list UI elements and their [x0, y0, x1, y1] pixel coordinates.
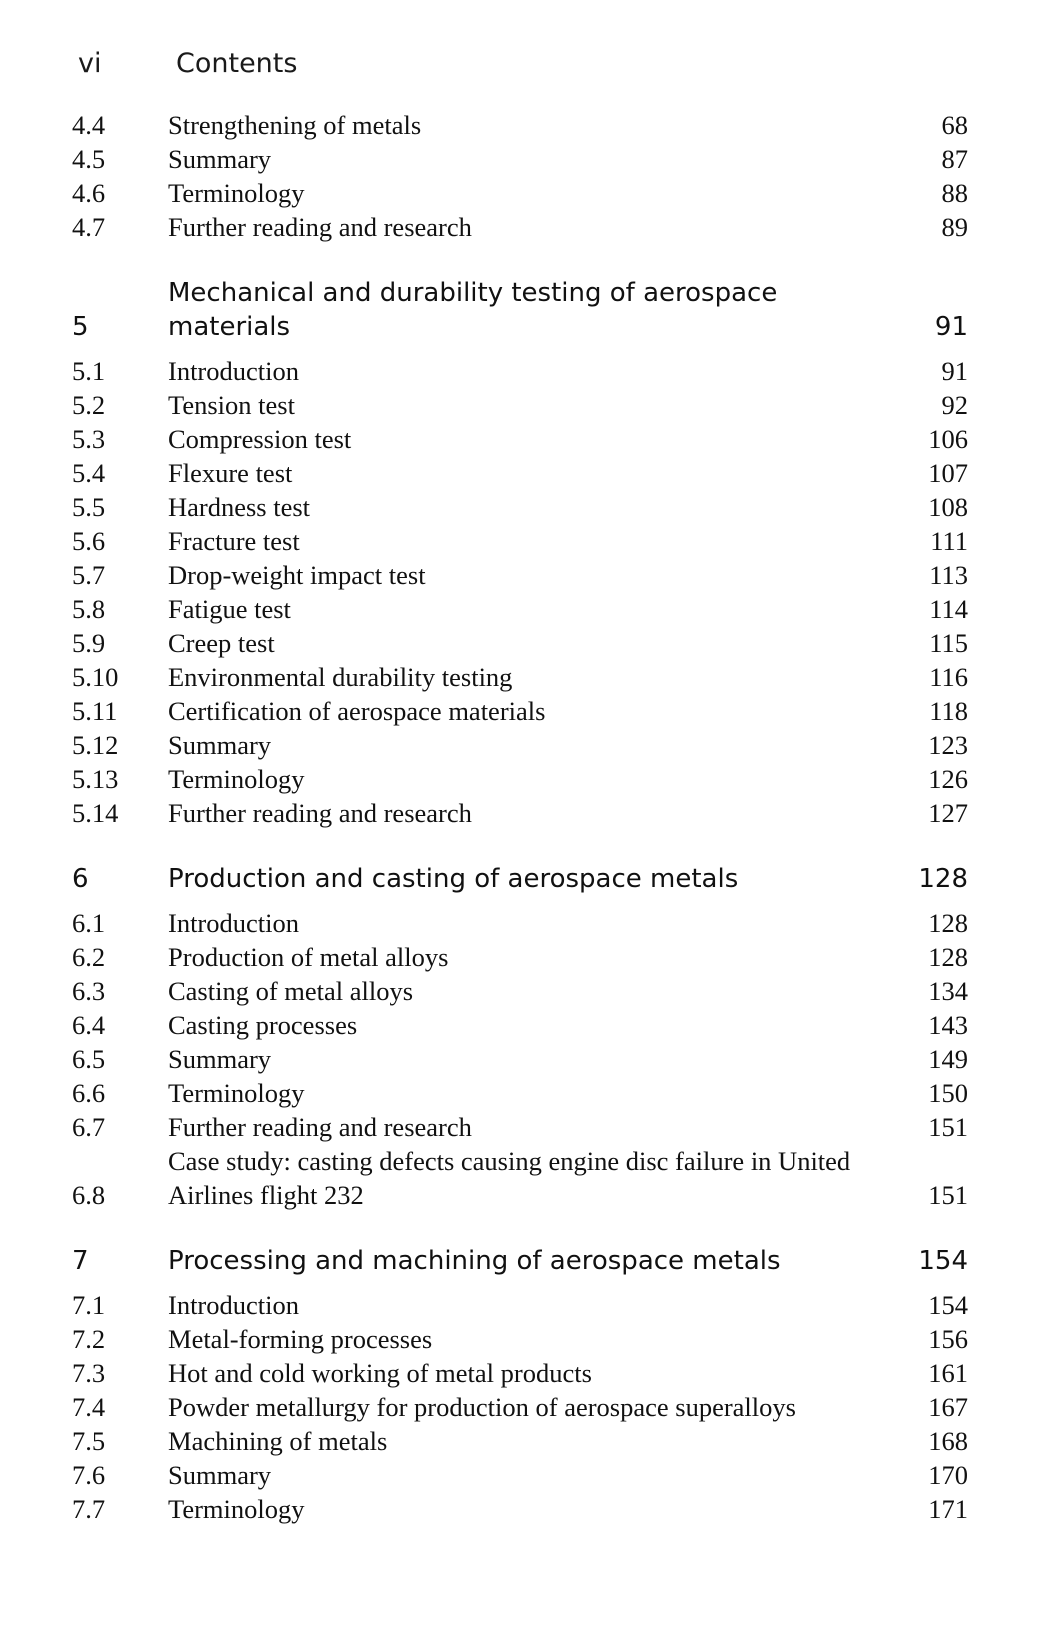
section-title: Production of metal alloys — [168, 942, 449, 972]
chapter-number: 5 — [72, 312, 89, 342]
section-number: 5.9 — [72, 628, 106, 658]
toc-entry — [72, 728, 968, 762]
section-page: 134 — [928, 976, 968, 1006]
toc-entry — [72, 1424, 968, 1458]
section-title: Machining of metals — [168, 1426, 388, 1456]
section-title: Terminology — [168, 178, 305, 208]
chapter-page: 128 — [918, 864, 968, 894]
section-page: 167 — [928, 1392, 968, 1422]
section-title: Introduction — [168, 1290, 299, 1320]
section-title: Compression test — [168, 424, 352, 454]
toc-entry — [72, 1144, 968, 1212]
section-page: 149 — [928, 1044, 968, 1074]
section-title: Further reading and research — [168, 798, 472, 828]
toc-entry — [72, 176, 968, 210]
toc-entry — [72, 388, 968, 422]
chapter-7-section — [72, 1244, 968, 1526]
chapter-title: Production and casting of aerospace metals — [168, 864, 739, 894]
header-title: Contents — [176, 48, 298, 79]
section-number: 4.5 — [72, 144, 106, 174]
section-number: 7.5 — [72, 1426, 106, 1456]
toc-entry — [72, 796, 968, 830]
toc-entry — [72, 1390, 968, 1424]
section-number: 7.2 — [72, 1324, 106, 1354]
section-page: 127 — [928, 798, 968, 828]
section-number: 6.7 — [72, 1112, 106, 1142]
section-page: 161 — [928, 1358, 968, 1388]
section-title: Case study: casting defects causing engine disc failure in United Airlines flight 232 — [168, 1146, 851, 1210]
toc-entry — [72, 142, 968, 176]
section-page: 107 — [928, 458, 968, 488]
section-page: 128 — [928, 942, 968, 972]
section-title: Hardness test — [168, 492, 311, 522]
section-title: Further reading and research — [168, 212, 472, 242]
chapter-heading — [72, 276, 968, 344]
section-number: 6.5 — [72, 1044, 106, 1074]
section-title: Introduction — [168, 908, 299, 938]
section-page: 92 — [941, 390, 968, 420]
section-page: 111 — [930, 526, 968, 556]
toc-entry — [72, 694, 968, 728]
section-title: Fatigue test — [168, 594, 291, 624]
toc-entry — [72, 1492, 968, 1526]
toc-entry — [72, 1458, 968, 1492]
section-title: Summary — [168, 730, 272, 760]
section-number: 6.8 — [72, 1180, 106, 1210]
section-number: 5.13 — [72, 764, 119, 794]
table-of-contents — [72, 108, 968, 1558]
section-title: Fracture test — [168, 526, 300, 556]
section-title: Strengthening of metals — [168, 110, 422, 140]
toc-entry — [72, 1076, 968, 1110]
section-number: 5.8 — [72, 594, 106, 624]
section-page: 114 — [929, 594, 968, 624]
toc-entry — [72, 1322, 968, 1356]
section-number: 5.1 — [72, 356, 106, 386]
section-page: 168 — [928, 1426, 968, 1456]
toc-entry — [72, 456, 968, 490]
section-title: Flexure test — [168, 458, 293, 488]
toc-entry — [72, 1008, 968, 1042]
section-page: 128 — [928, 908, 968, 938]
section-title: Terminology — [168, 1494, 305, 1524]
section-page: 116 — [929, 662, 968, 692]
chapter-heading — [72, 1244, 968, 1278]
section-number: 6.1 — [72, 908, 106, 938]
chapter-5-section — [72, 276, 968, 830]
section-page: 106 — [928, 424, 968, 454]
section-number: 7.1 — [72, 1290, 106, 1320]
section-title: Tension test — [168, 390, 295, 420]
section-number: 5.12 — [72, 730, 119, 760]
section-page: 156 — [928, 1324, 968, 1354]
section-page: 171 — [928, 1494, 968, 1524]
section-number: 7.3 — [72, 1358, 106, 1388]
section-number: 7.6 — [72, 1460, 106, 1490]
toc-entry — [72, 558, 968, 592]
section-title: Hot and cold working of metal products — [168, 1358, 592, 1388]
section-number: 5.3 — [72, 424, 106, 454]
chapter-title: Processing and machining of aerospace metals — [168, 1246, 781, 1276]
section-number: 6.4 — [72, 1010, 106, 1040]
section-title: Further reading and research — [168, 1112, 472, 1142]
toc-entry — [72, 626, 968, 660]
section-page: 151 — [928, 1180, 968, 1210]
toc-entry — [72, 422, 968, 456]
chapter-6-section — [72, 862, 968, 1212]
header-page-number: vi — [78, 48, 102, 79]
chapter-title: Mechanical and durability testing of aerospace materials — [168, 278, 778, 342]
section-page: 68 — [941, 110, 968, 140]
section-number: 6.6 — [72, 1078, 106, 1108]
toc-entry — [72, 974, 968, 1008]
section-number: 6.3 — [72, 976, 106, 1006]
section-page: 170 — [928, 1460, 968, 1490]
toc-entry — [72, 1356, 968, 1390]
section-page: 115 — [929, 628, 968, 658]
section-page: 143 — [928, 1010, 968, 1040]
chapter-page: 154 — [918, 1246, 968, 1276]
chapter-page: 91 — [934, 312, 968, 342]
chapter-4-section — [72, 108, 968, 244]
toc-entry — [72, 210, 968, 244]
section-number: 5.6 — [72, 526, 106, 556]
section-title: Metal-forming processes — [168, 1324, 433, 1354]
section-number: 5.2 — [72, 390, 106, 420]
section-number: 5.5 — [72, 492, 106, 522]
section-title: Casting of metal alloys — [168, 976, 414, 1006]
section-number: 4.4 — [72, 110, 106, 140]
section-number: 7.4 — [72, 1392, 106, 1422]
section-page: 91 — [941, 356, 968, 386]
toc-entry — [72, 940, 968, 974]
section-page: 88 — [941, 178, 968, 208]
toc-entry — [72, 490, 968, 524]
section-title: Environmental durability testing — [168, 662, 513, 692]
toc-entry — [72, 524, 968, 558]
section-number: 5.11 — [72, 696, 118, 726]
toc-entry — [72, 660, 968, 694]
section-title: Terminology — [168, 764, 305, 794]
chapter-number: 6 — [72, 864, 89, 894]
section-title: Drop-weight impact test — [168, 560, 426, 590]
toc-entry — [72, 1042, 968, 1076]
section-page: 108 — [928, 492, 968, 522]
section-number: 5.10 — [72, 662, 119, 692]
toc-entry — [72, 762, 968, 796]
section-title: Creep test — [168, 628, 275, 658]
section-number: 4.7 — [72, 212, 106, 242]
section-title: Certification of aerospace materials — [168, 696, 546, 726]
section-number: 5.14 — [72, 798, 119, 828]
section-title: Summary — [168, 144, 272, 174]
section-title: Casting processes — [168, 1010, 358, 1040]
chapter-number: 7 — [72, 1246, 89, 1276]
section-page: 118 — [929, 696, 968, 726]
section-page: 89 — [941, 212, 968, 242]
section-title: Powder metallurgy for production of aerospace superalloys — [168, 1392, 796, 1422]
section-page: 151 — [928, 1112, 968, 1142]
section-page: 126 — [928, 764, 968, 794]
section-title: Terminology — [168, 1078, 305, 1108]
section-page: 154 — [928, 1290, 968, 1320]
section-title: Summary — [168, 1044, 272, 1074]
section-number: 6.2 — [72, 942, 106, 972]
section-page: 150 — [928, 1078, 968, 1108]
toc-entry — [72, 1288, 968, 1322]
toc-entry — [72, 1110, 968, 1144]
section-page: 113 — [929, 560, 968, 590]
section-title: Summary — [168, 1460, 272, 1490]
toc-entry — [72, 592, 968, 626]
section-page: 123 — [928, 730, 968, 760]
chapter-heading — [72, 862, 968, 896]
section-number: 4.6 — [72, 178, 106, 208]
section-number: 5.7 — [72, 560, 106, 590]
toc-entry — [72, 354, 968, 388]
toc-entry — [72, 906, 968, 940]
section-page: 87 — [941, 144, 968, 174]
section-number: 7.7 — [72, 1494, 106, 1524]
section-title: Introduction — [168, 356, 299, 386]
section-number: 5.4 — [72, 458, 106, 488]
toc-entry — [72, 108, 968, 142]
